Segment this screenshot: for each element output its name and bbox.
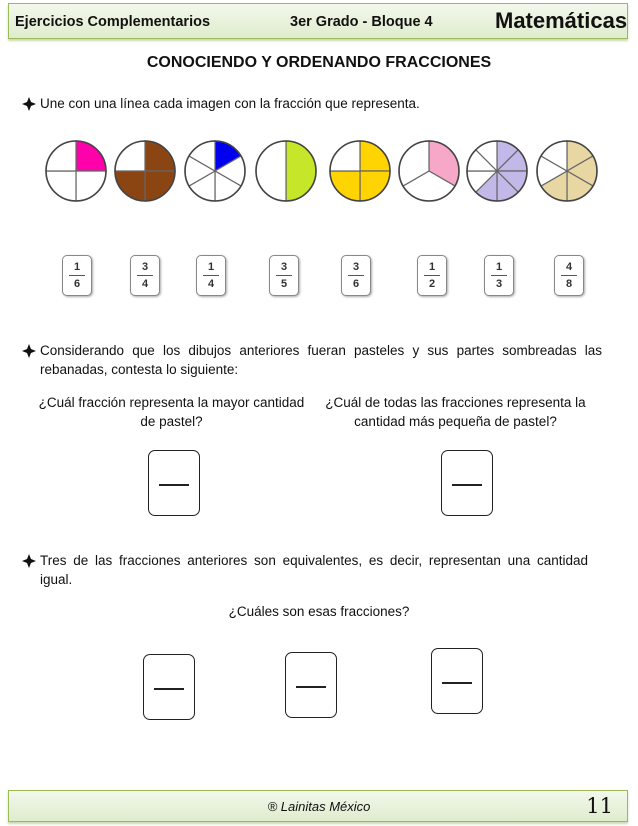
pie-1[interactable] — [44, 139, 108, 203]
answer-box-largest[interactable] — [148, 450, 200, 516]
header-subject: Matemáticas — [495, 8, 628, 33]
fraction-numerator: 1 — [428, 261, 436, 273]
fraction-denominator: 6 — [352, 278, 360, 290]
fraction-card-7[interactable] — [484, 255, 514, 296]
diamond-bullet-icon — [22, 344, 36, 358]
answer-box-equivalent-2[interactable] — [285, 652, 337, 718]
pie-4[interactable] — [254, 139, 318, 203]
fraction-bar — [452, 484, 482, 486]
question-largest: ¿Cuál fracción representa la mayor cantidad de pastel? — [38, 395, 305, 429]
fraction-numerator: 3 — [141, 261, 149, 273]
fraction-bar — [348, 275, 364, 276]
fraction-card-8[interactable] — [554, 255, 584, 296]
fraction-bar — [296, 686, 326, 688]
diamond-bullet-icon — [22, 554, 36, 568]
footer-bar — [8, 790, 628, 822]
header-bar — [8, 3, 628, 39]
fraction-bar — [69, 275, 85, 276]
fraction-numerator: 4 — [565, 261, 573, 273]
fraction-card-5[interactable] — [341, 255, 371, 296]
pie-slice-shaded — [286, 141, 316, 201]
header-left-title: Ejercicios Complementarios — [15, 14, 211, 30]
fraction-denominator: 3 — [495, 278, 503, 290]
fraction-bar — [154, 688, 184, 690]
fraction-bar — [276, 275, 292, 276]
fraction-bar — [137, 275, 153, 276]
pie-7[interactable] — [465, 139, 529, 203]
page-title: CONOCIENDO Y ORDENANDO FRACCIONES — [146, 54, 492, 71]
question-equivalent: ¿Cuáles son esas fracciones? — [228, 604, 410, 619]
fraction-denominator: 2 — [428, 278, 436, 290]
pie-2[interactable] — [113, 139, 177, 203]
answer-box-equivalent-1[interactable] — [143, 654, 195, 720]
pie-8[interactable] — [535, 139, 599, 203]
fraction-numerator: 1 — [73, 261, 81, 273]
fraction-denominator: 5 — [280, 278, 288, 290]
fraction-card-2[interactable] — [130, 255, 160, 296]
fraction-bar — [203, 275, 219, 276]
instruction-2: Considerando que los dibujos anteriores fueran pasteles y sus partes sombreadas las rebanadas, contesta lo siguiente: — [40, 343, 602, 377]
pie-slice-empty — [256, 141, 286, 201]
pie-5[interactable] — [328, 139, 392, 203]
fraction-numerator: 3 — [352, 261, 360, 273]
fraction-card-3[interactable] — [196, 255, 226, 296]
fraction-numerator: 1 — [207, 261, 215, 273]
fraction-bar — [159, 484, 189, 486]
question-smallest: ¿Cuál de todas las fracciones representa la cantidad más pequeña de pastel? — [325, 395, 586, 429]
answer-box-smallest[interactable] — [441, 450, 493, 516]
answer-box-equivalent-3[interactable] — [431, 648, 483, 714]
footer-credit: ® Lainitas México — [267, 799, 371, 814]
fraction-denominator: 6 — [73, 278, 81, 290]
fraction-denominator: 4 — [207, 278, 215, 290]
fraction-numerator: 3 — [280, 261, 288, 273]
instruction-3: Tres de las fracciones anteriores son equivalentes, es decir, representan una cantidad igual. — [40, 553, 588, 587]
page-number: 11 — [586, 794, 613, 818]
fraction-bar — [442, 682, 472, 684]
pie-6[interactable] — [397, 139, 461, 203]
fraction-card-6[interactable] — [417, 255, 447, 296]
fraction-bar — [561, 275, 577, 276]
instruction-1: Une con una línea cada imagen con la fracción que representa. — [40, 96, 420, 111]
header-grade-block: 3er Grado - Bloque 4 — [290, 14, 433, 30]
pie-3[interactable] — [183, 139, 247, 203]
fraction-numerator: 1 — [495, 261, 503, 273]
fraction-bar — [424, 275, 440, 276]
diamond-bullet-icon — [22, 97, 36, 111]
fraction-card-4[interactable] — [269, 255, 299, 296]
fraction-card-1[interactable] — [62, 255, 92, 296]
fraction-denominator: 4 — [141, 278, 149, 290]
fraction-denominator: 8 — [565, 278, 573, 290]
fraction-bar — [491, 275, 507, 276]
